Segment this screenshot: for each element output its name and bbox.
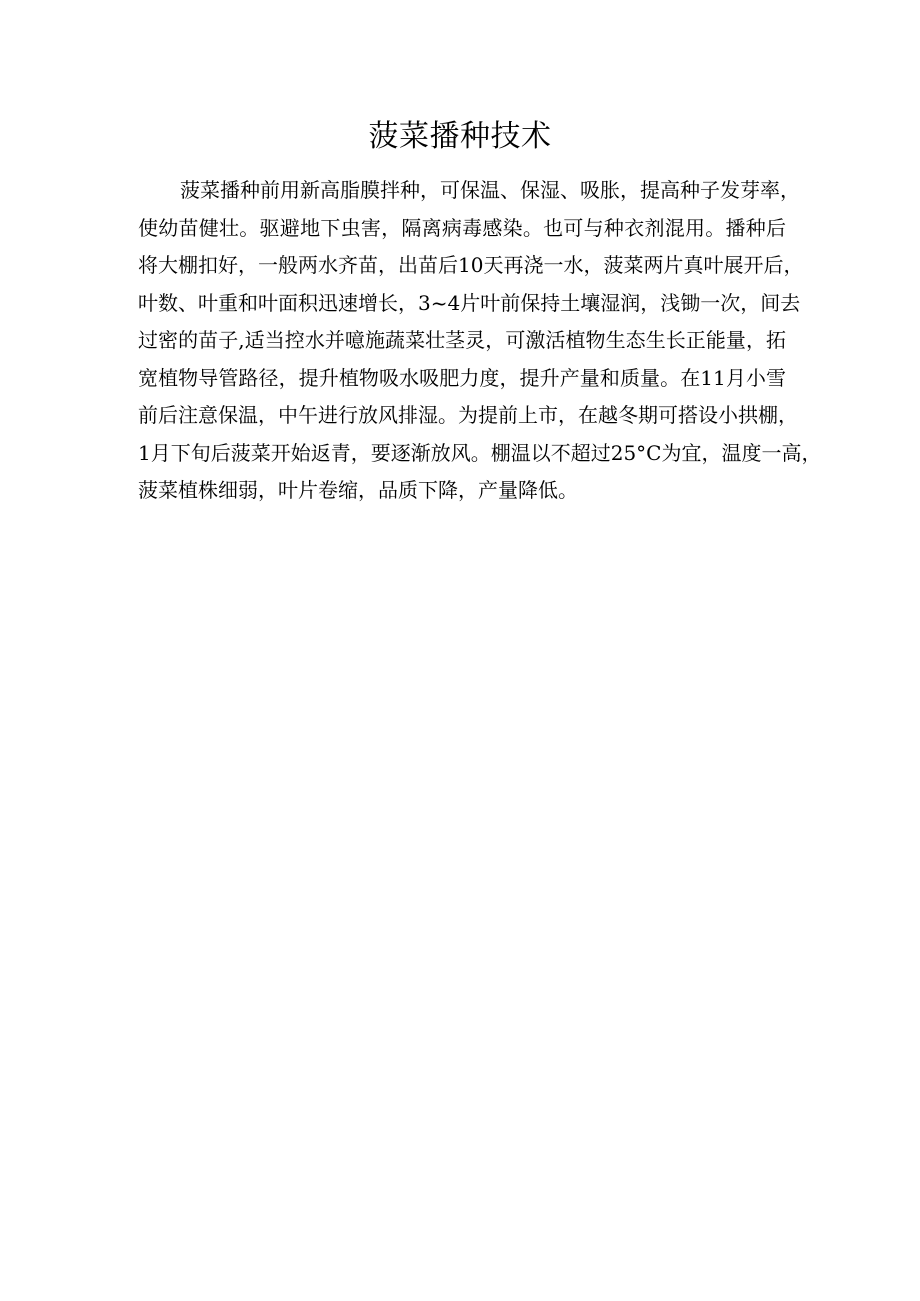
body-line: 前后注意保温，中午进行放风排湿。为提前上市，在越冬期可搭设小拱棚， <box>138 403 798 427</box>
body-line: 叶数、叶重和叶面积迅速增长，3~4片叶前保持土壤湿润，浅锄一次，间去 <box>138 290 801 315</box>
body-line: 将大棚扣好，一般两水齐苗，出苗后10天再浇一水，菠菜两片真叶展开后， <box>138 253 804 277</box>
body-line: 过密的苗子,适当控水并噫施蔬菜壮茎灵，可激活植物生态生长正能量，拓 <box>138 328 786 352</box>
document-body <box>138 172 822 510</box>
document-title: 菠菜播种技术 <box>368 119 552 154</box>
body-line: 菠菜播种前用新高脂膜拌种，可保温、保湿、吸胀，提高种子发芽率， <box>180 178 800 202</box>
body-line: 菠菜植株细弱，叶片卷缩，品质下降，产量降低。 <box>138 478 578 502</box>
body-line: 1月下旬后菠菜开始返青，要逐渐放风。棚温以不超过25°C为宜，温度一高， <box>138 440 822 465</box>
body-line: 宽植物导管路径，提升植物吸水吸肥力度，提升产量和质量。在11月小雪 <box>138 365 786 390</box>
body-line: 使幼苗健壮。驱避地下虫害，隔离病毒感染。也可与种衣剂混用。播种后 <box>138 215 786 240</box>
